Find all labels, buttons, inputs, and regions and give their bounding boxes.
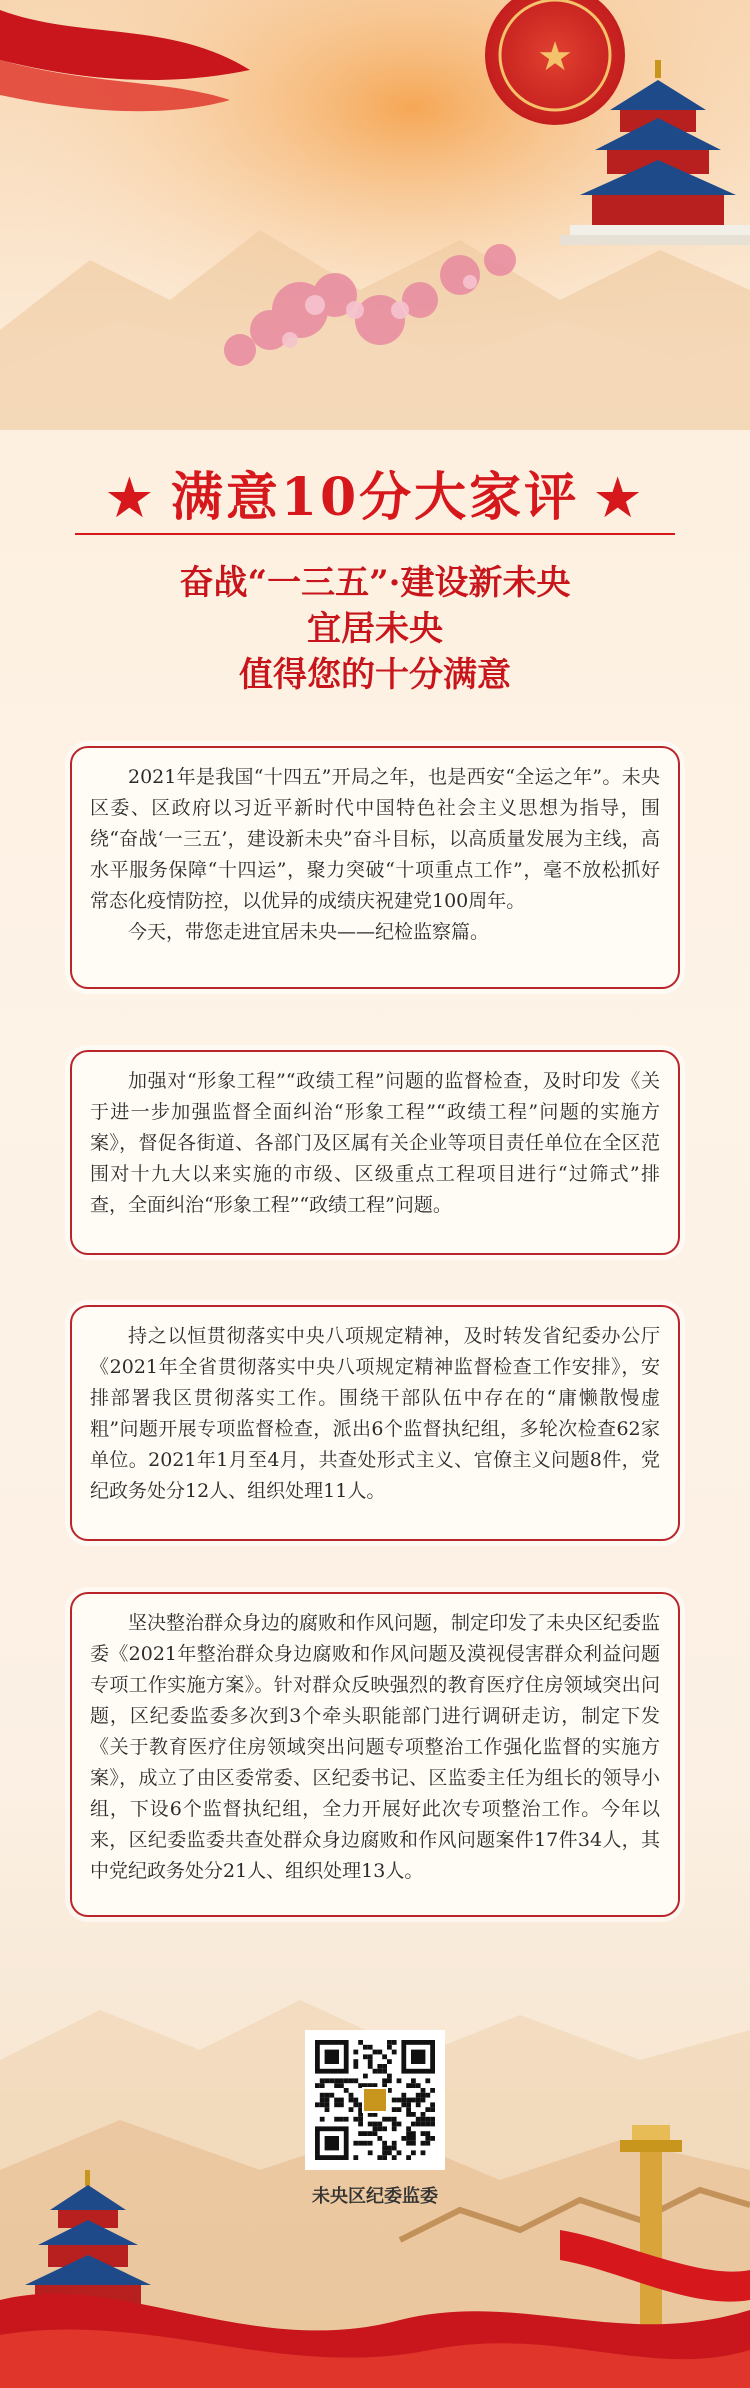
content-card-intro [70, 746, 680, 989]
svg-text:★: ★ [537, 34, 573, 80]
star-icon: ★ [106, 468, 155, 527]
hero-art [0, 0, 750, 430]
title-divider [75, 533, 675, 535]
hero-illustration [0, 0, 750, 430]
qr-code[interactable] [305, 2030, 445, 2170]
card-paragraph: 坚决整治群众身边的腐败和作风问题，制定印发了未央区纪委监委《2021年整治群众身边腐败和作风问题及漠视侵害群众利益问题专项工作实施方案》。针对群众反映强烈的教育医疗住房领域突出问题，区纪委监委多次到3个牵头职能部门进行调研走访，制定下发《关于教育医疗住房领域突出问题专项整治工作强化监督的实施方案》，成立了由区委常委、区纪委书记、区监委主任为组长的领导小组，下设6个监督执纪组，全力开展好此次专项整治工作。今年以来，区纪委监委共查处群众身边腐败和作风问题案件17件34人，其中党纪政务处分21人、组织处理13人。 [90, 1612, 661, 1882]
star-icon: ★ [595, 468, 644, 527]
subtitle-line: 宜居未央 [307, 609, 443, 649]
content-card-eight-rules [70, 1305, 680, 1541]
page-title-text: 满意10分大家评 [170, 467, 580, 528]
subtitle-block [0, 560, 750, 698]
card-paragraph: 加强对“形象工程”“政绩工程”问题的监督检查，及时印发《关于进一步加强监督全面纠治“形象工程”“政绩工程”问题的实施方案》，督促各街道、各部门及区属有关企业等项目责任单位在全区范围对十九大以来实施的市级、区级重点工程项目进行“过筛式”排查，全面纠治“形象工程”“政绩工程”问题。 [90, 1070, 660, 1216]
organization-name: 未央区纪委监委 [312, 2186, 438, 2207]
subtitle-line: 值得您的十分满意 [239, 655, 511, 695]
subtitle-line: 奋战“一三五”·建设新未央 [179, 563, 571, 603]
content-card-corruption [70, 1592, 680, 1917]
qr-code-icon [305, 2030, 445, 2170]
page-title [0, 455, 750, 530]
content-card-image-projects [70, 1050, 680, 1255]
card-paragraph: 今天，带您走进宜居未央——纪检监察篇。 [128, 921, 490, 943]
card-paragraph: 持之以恒贯彻落实中央八项规定精神，及时转发省纪委办公厅《2021年全省贯彻落实中央八项规定精神监督检查工作安排》，安排部署我区贯彻落实工作。围绕干部队伍中存在的“庸懒散慢虚粗”问题开展专项监督检查，派出6个监督执纪组，多轮次检查62家单位。2021年1月至4月，共查处形式主义、官僚主义问题8件，党纪政务处分12人、组织处理11人。 [90, 1325, 660, 1502]
card-paragraph: 2021年是我国“十四五”开局之年，也是西安“全运之年”。未央区委、区政府以习近平新时代中国特色社会主义思想为指导，围绕“奋战‘一三五’，建设新未央”奋斗目标，以高质量发展为主线，高水平服务保障“十四运”，聚力突破“十项重点工作”，毫不放松抓好常态化疫情防控，以优异的成绩庆祝建党100周年。 [90, 766, 660, 912]
